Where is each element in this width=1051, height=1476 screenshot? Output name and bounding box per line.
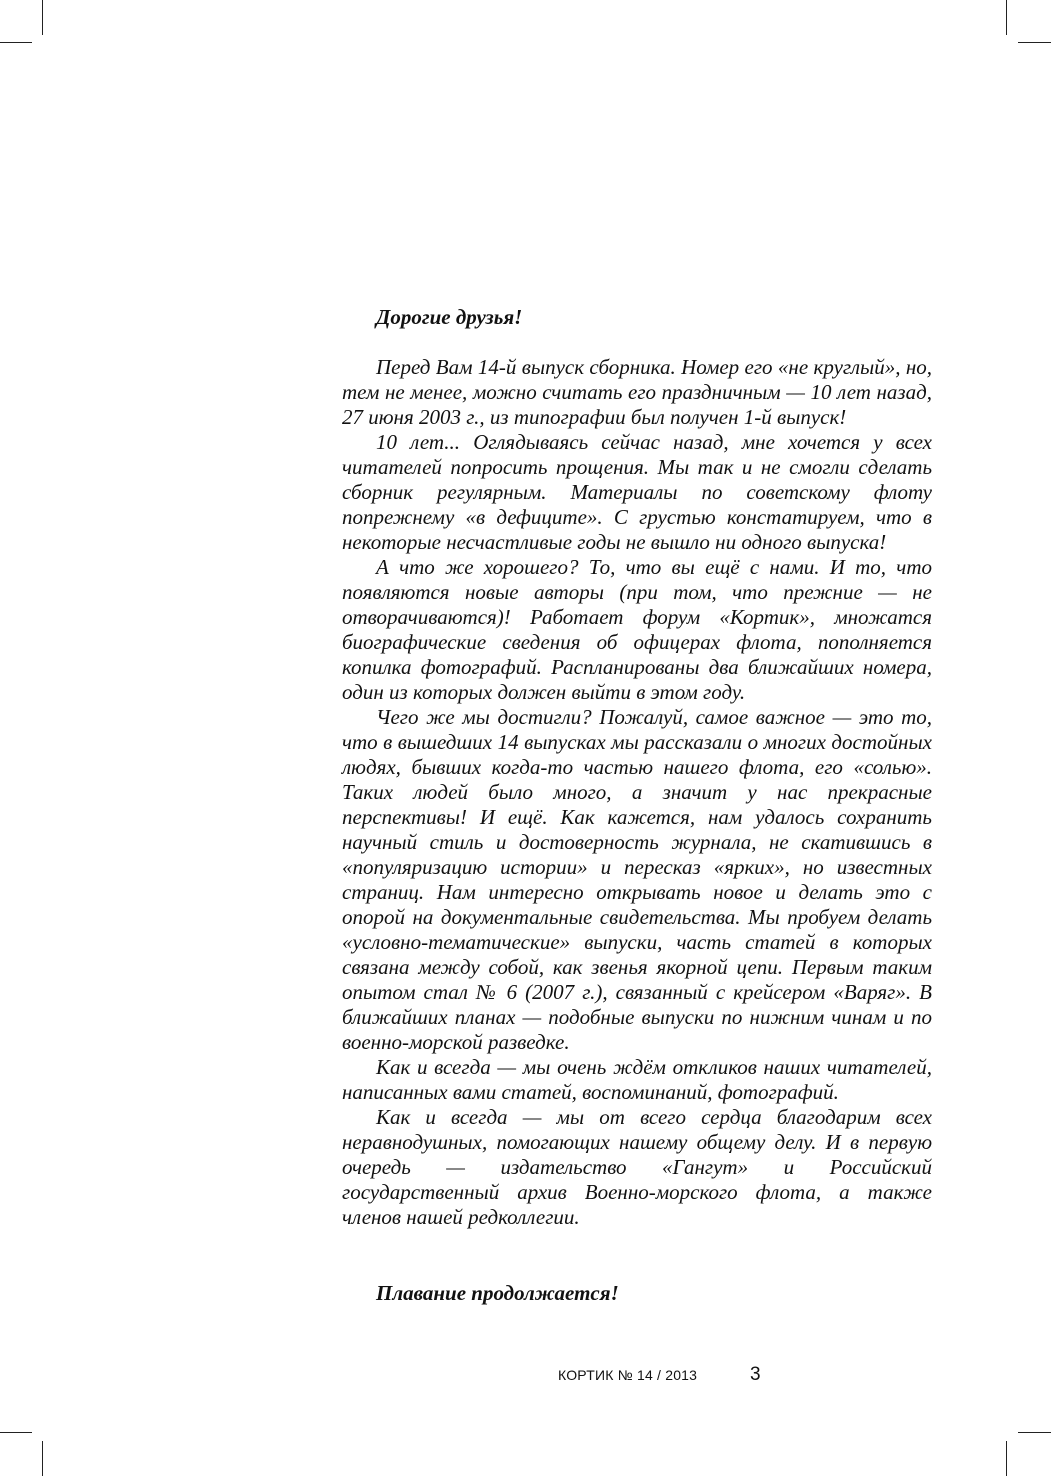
letter-paragraph: Перед Вам 14-й выпуск сборника. Номер его «не круглый», но, тем не менее, можно считать его праздничным — 10 лет назад, 27 июня 2003 г., из типографии был получен 1-й выпуск! [342,355,932,429]
letter-paragraph: Как и всегда — мы очень ждём откликов наших читателей, написанных вами статей, воспоминаний, фотографий. [342,1055,932,1104]
crop-mark-top-right-vertical [1006,0,1007,35]
letter-paragraph: Чего же мы достигли? Пожалуй, самое важное — это то, что в вышедших 14 выпусках мы рассказали о многих достойных людях, бывших когда-то частью нашего флота, его «солью». Таких людей было много, а значит у нас прекрасные перспективы! И ещё. Как кажется, нам удалось сохранить научный стиль и достоверность журнала, не скатившись в «популяризацию истории» и пересказ «ярких», но известных страниц. Нам интересно открывать новое и делать это с опорой на документальные свидетельства. Мы пробуем делать «условно-тематические» выпуски, часть статей в которых связана между собой, как звенья якорной цепи. Первым таким опытом стал № 6 (2007 г.), связанный с крейсером «Варяг». В ближайших планах — подобные выпуски по нижним чинам и по военно-морской разведке. [342,705,932,1054]
crop-mark-bottom-right-vertical [1006,1441,1007,1476]
crop-mark-top-left-vertical [42,0,43,35]
crop-mark-bottom-left-vertical [42,1441,43,1476]
letter-body [342,305,932,1230]
page-number: 3 [750,1364,761,1385]
letter-paragraph: Как и всегда — мы от всего сердца благодарим всех неравнодушных, помогающих нашему общему делу. И в первую очередь — издательство «Гангут» и Российский государственный архив Военно-морского флота, а также членов нашей редколлегии. [342,1105,932,1229]
letter-closing: Плавание продолжается! [376,1281,619,1305]
crop-mark-bottom-left-horizontal [0,1432,32,1433]
crop-mark-top-left-horizontal [0,42,32,43]
letter-paragraph: 10 лет... Оглядываясь сейчас назад, мне хочется у всех читателей попросить прощения. Мы так и не смогли сделать сборник регулярным. Материалы по советскому флоту попрежнему «в дефиците». С грустью констатируем, что в некоторые несчастливые годы не вышло ни одного выпуска! [342,430,932,554]
crop-mark-bottom-right-horizontal [1018,1432,1051,1433]
letter-greeting: Дорогие друзья! [376,305,523,329]
running-footer-publication: КОРТИК № 14 / 2013 [558,1367,698,1383]
crop-mark-top-right-horizontal [1018,42,1051,43]
letter-paragraph: А что же хорошего? То, что вы ещё с нами. И то, что появляются новые авторы (при том, что прежние — не отворачиваются)! Работает форум «Кортик», множатся биографические сведения об офицерах флота, пополняется копилка фотографий. Распланированы два ближайших номера, один из которых должен выйти в этом году. [342,555,932,704]
